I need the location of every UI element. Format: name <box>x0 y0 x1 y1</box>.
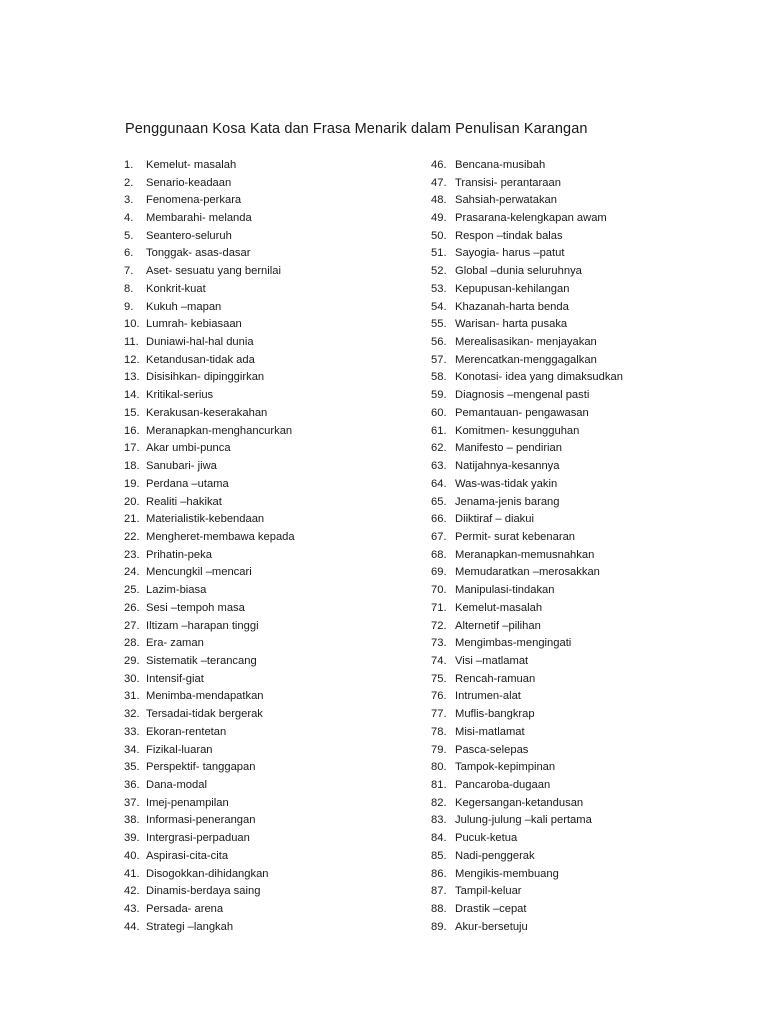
item-number: 81. <box>431 779 447 792</box>
item-term: Mencungkil –mencari <box>146 566 252 579</box>
item-number: 89. <box>431 920 447 933</box>
item-term: Mengheret-membawa kepada <box>146 530 295 543</box>
item-number: 12. <box>124 353 140 366</box>
vocabulary-item <box>431 776 623 794</box>
item-number: 74. <box>431 654 447 667</box>
vocabulary-item <box>431 298 623 316</box>
item-number: 58. <box>431 371 447 384</box>
item-number: 3. <box>124 194 134 207</box>
vocabulary-item <box>124 493 295 511</box>
vocabulary-item <box>124 156 295 174</box>
vocabulary-item <box>124 812 295 830</box>
vocabulary-item <box>124 546 295 564</box>
item-term: Intensif-giat <box>146 672 204 685</box>
item-number: 7. <box>124 265 134 278</box>
item-term: Prihatin-peka <box>146 548 212 561</box>
item-term: Tampok-kepimpinan <box>455 761 556 774</box>
item-number: 18. <box>124 460 140 473</box>
item-term: Fenomena-perkara <box>146 194 242 207</box>
item-number: 32. <box>124 708 140 721</box>
item-number: 57. <box>431 353 447 366</box>
item-term: Permit- surat kebenaran <box>455 530 576 543</box>
vocabulary-item <box>124 315 295 333</box>
item-number: 15. <box>124 406 140 419</box>
vocabulary-item <box>431 493 623 511</box>
item-term: Sanubari- jiwa <box>146 460 217 473</box>
item-term: Natijahnya-kesannya <box>455 460 560 473</box>
vocabulary-item <box>124 440 295 458</box>
item-number: 11. <box>124 336 139 349</box>
vocabulary-item <box>431 156 623 174</box>
vocabulary-item <box>124 404 295 422</box>
vocabulary-item <box>431 617 623 635</box>
item-number: 25. <box>124 584 140 597</box>
item-term: Memudaratkan –merosakkan <box>455 566 600 579</box>
item-term: Merencatkan-menggagalkan <box>455 353 597 366</box>
item-term: Manipulasi-tindakan <box>455 584 555 597</box>
vocabulary-item <box>124 280 295 298</box>
item-term: Intrumen-alat <box>455 690 521 703</box>
item-number: 77. <box>431 708 447 721</box>
vocabulary-item <box>124 298 295 316</box>
vocabulary-item <box>124 599 295 617</box>
item-term: Drastik –cepat <box>455 903 527 916</box>
item-number: 38. <box>124 814 140 827</box>
vocabulary-item <box>431 386 623 404</box>
item-term: Merealisasikan- menjayakan <box>455 336 597 349</box>
item-number: 33. <box>124 725 140 738</box>
item-term: Membarahi- melanda <box>146 212 252 225</box>
vocabulary-item <box>431 812 623 830</box>
item-term: Tonggak- asas-dasar <box>146 247 251 260</box>
item-number: 44. <box>124 920 140 933</box>
item-number: 29. <box>124 654 140 667</box>
item-term: Persada- arena <box>146 903 224 916</box>
vocabulary-list-right <box>431 156 623 936</box>
item-number: 56. <box>431 336 447 349</box>
item-number: 82. <box>431 796 447 809</box>
item-term: Iltizam –harapan tinggi <box>146 619 259 632</box>
item-term: Pasca-selepas <box>455 743 529 756</box>
item-term: Diagnosis –mengenal pasti <box>455 389 590 402</box>
vocabulary-item <box>124 227 295 245</box>
vocabulary-item <box>431 847 623 865</box>
item-number: 72. <box>431 619 447 632</box>
item-number: 88. <box>431 903 447 916</box>
vocabulary-item <box>431 918 623 936</box>
vocabulary-item <box>431 652 623 670</box>
item-term: Mengimbas-mengingati <box>455 637 572 650</box>
document-title: Penggunaan Kosa Kata dan Frasa Menarik dalam Penulisan Karangan <box>125 121 588 137</box>
item-term: Ekoran-rentetan <box>146 725 227 738</box>
item-term: Warisan- harta pusaka <box>455 318 568 331</box>
item-term: Sayogia- harus –patut <box>455 247 565 260</box>
item-number: 83. <box>431 814 447 827</box>
vocabulary-item <box>124 422 295 440</box>
vocabulary-item <box>431 510 623 528</box>
vocabulary-item <box>124 475 295 493</box>
item-number: 8. <box>124 282 134 295</box>
vocabulary-item <box>124 670 295 688</box>
item-number: 50. <box>431 229 447 242</box>
item-number: 35. <box>124 761 140 774</box>
item-number: 6. <box>124 247 134 260</box>
item-number: 13. <box>124 371 140 384</box>
item-term: Materialistik-kebendaan <box>146 513 265 526</box>
item-term: Ketandusan-tidak ada <box>146 353 255 366</box>
vocabulary-item <box>124 510 295 528</box>
vocabulary-item <box>431 440 623 458</box>
item-term: Jenama-jenis barang <box>455 495 560 508</box>
vocabulary-item <box>124 351 295 369</box>
vocabulary-item <box>431 758 623 776</box>
item-term: Duniawi-hal-hal dunia <box>146 336 254 349</box>
vocabulary-item <box>124 723 295 741</box>
vocabulary-item <box>431 262 623 280</box>
item-term: Kepupusan-kehilangan <box>455 282 570 295</box>
vocabulary-item <box>124 617 295 635</box>
vocabulary-item <box>124 457 295 475</box>
item-term: Disisihkan- dipinggirkan <box>146 371 265 384</box>
vocabulary-item <box>124 865 295 883</box>
item-number: 39. <box>124 832 140 845</box>
item-term: Prasarana-kelengkapan awam <box>455 212 607 225</box>
vocabulary-item <box>124 581 295 599</box>
item-term: Seantero-seluruh <box>146 229 232 242</box>
item-number: 69. <box>431 566 447 579</box>
item-number: 84. <box>431 832 447 845</box>
item-number: 20. <box>124 495 140 508</box>
item-term: Komitmen- kesungguhan <box>455 424 580 437</box>
vocabulary-item <box>124 776 295 794</box>
vocabulary-item <box>431 581 623 599</box>
item-number: 52. <box>431 265 447 278</box>
item-term: Khazanah-harta benda <box>455 300 569 313</box>
item-number: 53. <box>431 282 447 295</box>
item-term: Dinamis-berdaya saing <box>146 885 261 898</box>
item-term: Sahsiah-perwatakan <box>455 194 557 207</box>
vocabulary-item <box>431 457 623 475</box>
item-term: Realiti –hakikat <box>146 495 222 508</box>
vocabulary-item <box>124 564 295 582</box>
item-term: Tampil-keluar <box>455 885 522 898</box>
vocabulary-item <box>431 634 623 652</box>
item-term: Perspektif- tanggapan <box>146 761 256 774</box>
item-number: 67. <box>431 530 447 543</box>
item-term: Global –dunia seluruhnya <box>455 265 582 278</box>
item-number: 68. <box>431 548 447 561</box>
vocabulary-item <box>124 829 295 847</box>
item-number: 21. <box>124 513 140 526</box>
vocabulary-item <box>431 280 623 298</box>
vocabulary-item <box>124 262 295 280</box>
item-number: 55. <box>431 318 447 331</box>
item-term: Menimba-mendapatkan <box>146 690 264 703</box>
item-number: 9. <box>124 300 134 313</box>
item-number: 1. <box>124 158 134 171</box>
item-number: 34. <box>124 743 140 756</box>
vocabulary-item <box>431 245 623 263</box>
item-number: 14. <box>124 389 140 402</box>
item-number: 10. <box>124 318 140 331</box>
vocabulary-item <box>431 475 623 493</box>
vocabulary-item <box>431 723 623 741</box>
item-number: 23. <box>124 548 140 561</box>
vocabulary-item <box>431 865 623 883</box>
item-term: Fizikal-luaran <box>146 743 213 756</box>
vocabulary-item <box>124 794 295 812</box>
item-number: 19. <box>124 477 140 490</box>
item-number: 24. <box>124 566 140 579</box>
item-term: Pucuk-ketua <box>455 832 518 845</box>
vocabulary-item <box>431 599 623 617</box>
item-number: 5. <box>124 229 134 242</box>
vocabulary-item <box>431 741 623 759</box>
item-term: Bencana-musibah <box>455 158 546 171</box>
item-term: Akar umbi-punca <box>146 442 231 455</box>
item-number: 86. <box>431 867 447 880</box>
item-number: 30. <box>124 672 140 685</box>
item-number: 22. <box>124 530 140 543</box>
vocabulary-item <box>431 900 623 918</box>
item-number: 80. <box>431 761 447 774</box>
item-number: 36. <box>124 779 140 792</box>
item-term: Meranapkan-menghancurkan <box>146 424 293 437</box>
vocabulary-item <box>431 227 623 245</box>
item-number: 49. <box>431 212 447 225</box>
vocabulary-item <box>431 369 623 387</box>
vocabulary-item <box>124 209 295 227</box>
item-term: Lazim-biasa <box>146 584 207 597</box>
item-term: Kerakusan-keserakahan <box>146 406 268 419</box>
vocabulary-item <box>124 333 295 351</box>
item-number: 79. <box>431 743 447 756</box>
vocabulary-item <box>124 758 295 776</box>
item-term: Alternetif –pilihan <box>455 619 541 632</box>
item-term: Intergrasi-perpaduan <box>146 832 250 845</box>
item-number: 31. <box>124 690 140 703</box>
item-term: Respon –tindak balas <box>455 229 563 242</box>
item-term: Pancaroba-dugaan <box>455 779 551 792</box>
vocabulary-item <box>431 688 623 706</box>
item-term: Mengikis-membuang <box>455 867 559 880</box>
vocabulary-item <box>431 670 623 688</box>
item-number: 76. <box>431 690 447 703</box>
item-term: Sesi –tempoh masa <box>146 601 245 614</box>
item-term: Kukuh –mapan <box>146 300 222 313</box>
item-term: Aspirasi-cita-cita <box>146 849 229 862</box>
vocabulary-item <box>431 829 623 847</box>
vocabulary-item <box>124 245 295 263</box>
item-number: 64. <box>431 477 447 490</box>
item-number: 46. <box>431 158 447 171</box>
vocabulary-item <box>124 386 295 404</box>
item-term: Tersadai-tidak bergerak <box>146 708 263 721</box>
item-number: 17. <box>124 442 140 455</box>
vocabulary-item <box>431 882 623 900</box>
item-term: Lumrah- kebiasaan <box>146 318 242 331</box>
vocabulary-item <box>124 528 295 546</box>
item-term: Kritikal-serius <box>146 389 214 402</box>
item-term: Senario-keadaan <box>146 176 232 189</box>
item-number: 59. <box>431 389 447 402</box>
item-term: Rencah-ramuan <box>455 672 536 685</box>
item-number: 62. <box>431 442 447 455</box>
vocabulary-item <box>124 191 295 209</box>
vocabulary-item <box>431 351 623 369</box>
item-term: Meranapkan-memusnahkan <box>455 548 595 561</box>
item-number: 60. <box>431 406 447 419</box>
item-number: 26. <box>124 601 140 614</box>
vocabulary-list-left <box>124 156 295 936</box>
vocabulary-item <box>124 634 295 652</box>
item-term: Aset- sesuatu yang bernilai <box>146 265 281 278</box>
vocabulary-item <box>431 404 623 422</box>
item-number: 48. <box>431 194 447 207</box>
vocabulary-item <box>431 422 623 440</box>
item-term: Konotasi- idea yang dimaksudkan <box>455 371 623 384</box>
vocabulary-item <box>431 794 623 812</box>
item-term: Pemantauan- pengawasan <box>455 406 589 419</box>
item-term: Diiktiraf – diakui <box>455 513 534 526</box>
vocabulary-item <box>431 546 623 564</box>
item-number: 75. <box>431 672 447 685</box>
item-term: Imej-penampilan <box>146 796 229 809</box>
item-term: Era- zaman <box>146 637 204 650</box>
item-number: 16. <box>124 424 140 437</box>
item-number: 85. <box>431 849 447 862</box>
vocabulary-item <box>431 333 623 351</box>
vocabulary-item <box>431 315 623 333</box>
item-number: 42. <box>124 885 140 898</box>
item-number: 54. <box>431 300 447 313</box>
item-term: Transisi- perantaraan <box>455 176 561 189</box>
item-term: Sistematik –terancang <box>146 654 257 667</box>
vocabulary-item <box>124 900 295 918</box>
item-term: Nadi-penggerak <box>455 849 535 862</box>
vocabulary-item <box>431 528 623 546</box>
item-term: Was-was-tidak yakin <box>455 477 558 490</box>
vocabulary-item <box>431 564 623 582</box>
item-number: 63. <box>431 460 447 473</box>
vocabulary-item <box>124 882 295 900</box>
item-term: Manifesto – pendirian <box>455 442 562 455</box>
item-number: 78. <box>431 725 447 738</box>
vocabulary-item <box>431 705 623 723</box>
item-term: Kemelut-masalah <box>455 601 543 614</box>
item-number: 40. <box>124 849 140 862</box>
item-number: 37. <box>124 796 140 809</box>
item-number: 2. <box>124 176 134 189</box>
item-number: 43. <box>124 903 140 916</box>
item-number: 87. <box>431 885 447 898</box>
item-term: Kegersangan-ketandusan <box>455 796 584 809</box>
item-term: Visi –matlamat <box>455 654 529 667</box>
item-number: 65. <box>431 495 447 508</box>
item-term: Dana-modal <box>146 779 207 792</box>
vocabulary-item <box>124 741 295 759</box>
vocabulary-item <box>431 191 623 209</box>
item-number: 61. <box>431 424 447 437</box>
item-number: 66. <box>431 513 447 526</box>
item-number: 71. <box>431 601 447 614</box>
item-number: 4. <box>124 212 134 225</box>
item-term: Misi-matlamat <box>455 725 525 738</box>
vocabulary-item <box>124 652 295 670</box>
item-term: Informasi-penerangan <box>146 814 256 827</box>
vocabulary-item <box>124 174 295 192</box>
item-term: Muflis-bangkrap <box>455 708 535 721</box>
item-number: 41. <box>124 867 140 880</box>
vocabulary-item <box>124 918 295 936</box>
item-term: Akur-bersetuju <box>455 920 528 933</box>
item-term: Julung-julung –kali pertama <box>455 814 592 827</box>
item-number: 70. <box>431 584 447 597</box>
item-term: Disogokkan-dihidangkan <box>146 867 269 880</box>
item-term: Strategi –langkah <box>146 920 234 933</box>
item-term: Kemelut- masalah <box>146 158 237 171</box>
item-number: 51. <box>431 247 447 260</box>
vocabulary-item <box>124 369 295 387</box>
vocabulary-item <box>124 688 295 706</box>
item-number: 28. <box>124 637 140 650</box>
item-term: Perdana –utama <box>146 477 229 490</box>
item-number: 47. <box>431 176 447 189</box>
vocabulary-item <box>124 705 295 723</box>
vocabulary-item <box>124 847 295 865</box>
item-term: Konkrit-kuat <box>146 282 206 295</box>
vocabulary-item <box>431 209 623 227</box>
item-number: 27. <box>124 619 140 632</box>
item-number: 73. <box>431 637 447 650</box>
vocabulary-item <box>431 174 623 192</box>
